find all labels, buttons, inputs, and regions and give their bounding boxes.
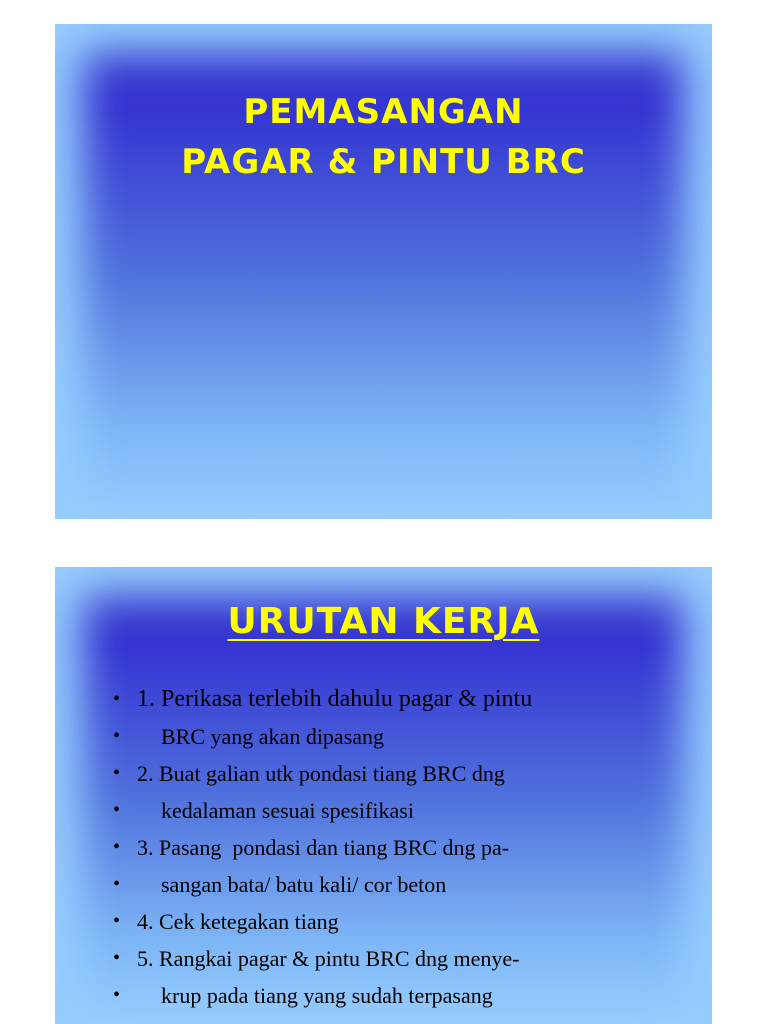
list-item-text: 2. Buat galian utk pondasi tiang BRC dng <box>137 761 505 786</box>
slide-title-heading <box>55 87 712 187</box>
list-item-text: BRC yang akan dipasang <box>161 724 385 749</box>
slide-work-order <box>55 567 712 1024</box>
title-line-2: PAGAR & PINTU BRC <box>181 142 586 182</box>
heading-text: URUTAN KERJA <box>227 601 540 642</box>
bullet-icon: • <box>113 688 121 710</box>
list-item-text: 1. Perikasa terlebih dahulu pagar & pintu <box>137 686 533 712</box>
list-item-text: 5. Rangkai pagar & pintu BRC dng menye- <box>137 946 520 971</box>
bullet-icon: • <box>113 873 121 895</box>
bullet-icon: • <box>113 836 121 858</box>
slide-title <box>55 24 712 519</box>
title-line-1: PEMASANGAN <box>243 92 524 132</box>
bullet-icon: • <box>113 947 121 969</box>
list-item-text: krup pada tiang yang sudah terpasang <box>161 983 493 1008</box>
list-item-text: kedalaman sesuai spesifikasi <box>161 798 414 823</box>
bullet-icon: • <box>113 799 121 821</box>
bullet-icon: • <box>113 762 121 784</box>
list-item-text: 4. Cek ketegakan tiang <box>137 909 339 934</box>
list-item-text: sangan bata/ batu kali/ cor beton <box>161 872 447 897</box>
bullet-icon: • <box>113 984 121 1006</box>
list-item-text: 3. Pasang pondasi dan tiang BRC dng pa- <box>137 835 510 860</box>
slide-heading <box>55 598 712 646</box>
bullet-icon: • <box>113 910 121 932</box>
bullet-icon: • <box>113 725 121 747</box>
